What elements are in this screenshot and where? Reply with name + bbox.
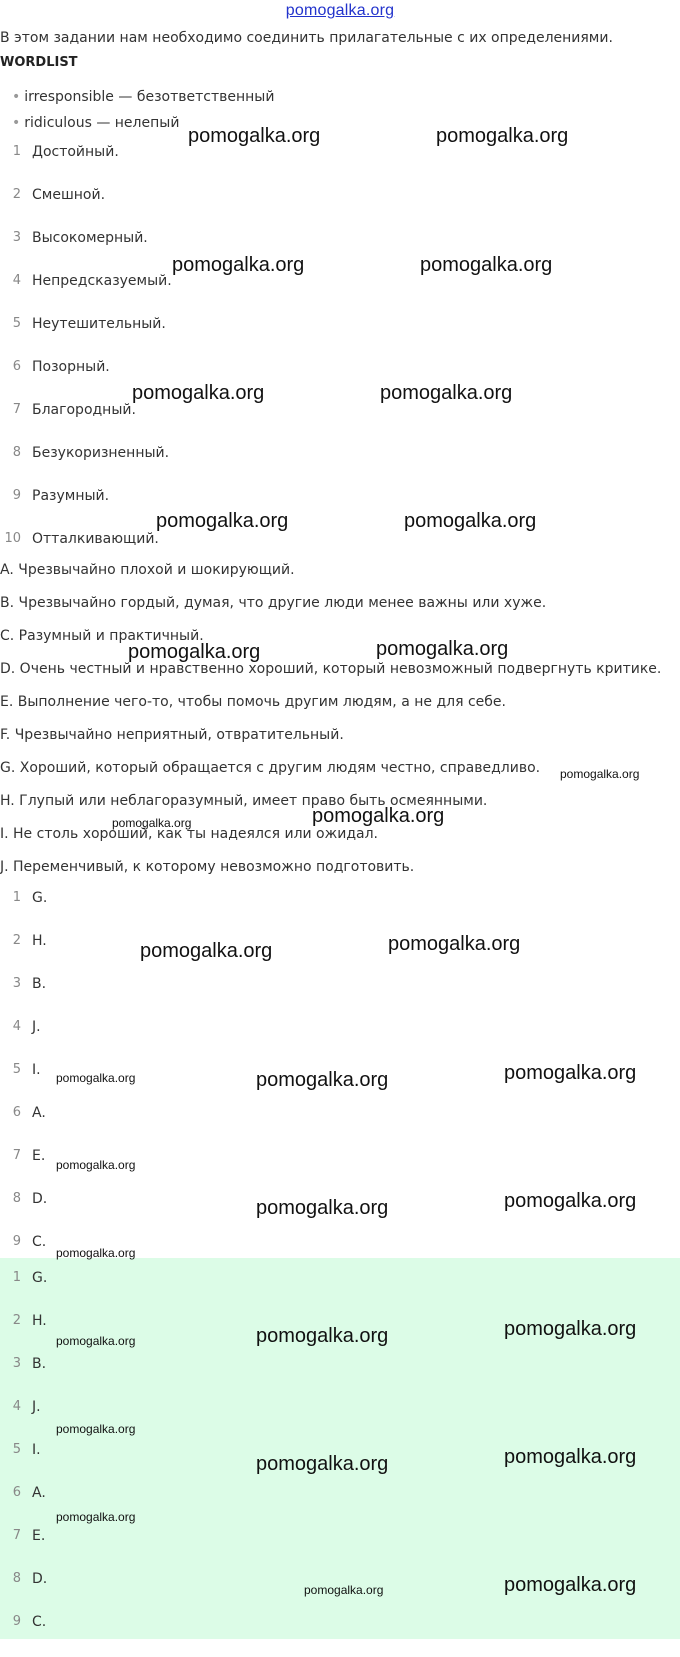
watermark: pomogalka.org: [256, 1069, 389, 1091]
definition-item: G. Хороший, который обращается с другим людям честно, справедливо.: [0, 760, 541, 776]
answer-item: 3 B.: [12, 1356, 47, 1372]
answer-item: 5 I.: [12, 1062, 41, 1078]
list-item: 2 Смешной.: [12, 187, 106, 203]
definition-item: H. Глупый или неблагоразумный, имеет право быть осмеянными.: [0, 793, 488, 809]
watermark: pomogalka.org: [376, 638, 509, 660]
definition-item: E. Выполнение чего-то, чтобы помочь другим людям, а не для себе.: [0, 694, 506, 710]
intro-text: В этом задании нам необходимо соединить прилагательные с их определениями.: [0, 30, 613, 46]
answer-item: 6 A.: [12, 1105, 46, 1121]
definition-item: F. Чрезвычайно неприятный, отвратительный.: [0, 727, 344, 743]
wordlist-item: • irresponsible — безответственный: [12, 89, 275, 105]
definition-item: I. Не столь хороший, как ты надеялся или ожидал.: [0, 826, 378, 842]
watermark: pomogalka.org: [380, 382, 513, 404]
watermark: pomogalka.org: [112, 816, 192, 830]
list-item: 3 Высокомерный.: [12, 230, 148, 246]
watermark: pomogalka.org: [256, 1325, 389, 1347]
answer-item: 2 H.: [12, 1313, 47, 1329]
watermark: pomogalka.org: [388, 933, 521, 955]
definition-item: J. Переменчивый, к которому невозможно подготовить.: [0, 859, 415, 875]
list-item: 7 Благородный.: [12, 402, 136, 418]
watermark: pomogalka.org: [504, 1190, 637, 1212]
watermark: pomogalka.org: [188, 125, 321, 147]
wordlist-item: • ridiculous — нелепый: [12, 115, 180, 131]
answer-item: 8 D.: [12, 1571, 48, 1587]
answer-item: 3 B.: [12, 976, 47, 992]
watermark: pomogalka.org: [420, 254, 553, 276]
watermark: pomogalka.org: [56, 1246, 136, 1260]
watermark: pomogalka.org: [256, 1197, 389, 1219]
bullet-dot-icon: •: [12, 115, 21, 131]
answer-item: 5 I.: [12, 1442, 41, 1458]
list-item: 8 Безукоризненный.: [12, 445, 170, 461]
watermark: pomogalka.org: [132, 382, 265, 404]
list-item: 4 Непредсказуемый.: [12, 273, 172, 289]
answer-item: 7 E.: [12, 1528, 46, 1544]
definition-item: D. Очень честный и нравственно хороший, который невозможный подвергнуть критике.: [0, 661, 662, 677]
watermark: pomogalka.org: [504, 1318, 637, 1340]
watermark: pomogalka.org: [312, 805, 445, 827]
watermark: pomogalka.org: [56, 1422, 136, 1436]
watermark: pomogalka.org: [128, 641, 261, 663]
watermark: pomogalka.org: [504, 1446, 637, 1468]
list-item: 6 Позорный.: [12, 359, 110, 375]
answer-item: 9 C.: [12, 1234, 47, 1250]
watermark: pomogalka.org: [56, 1071, 136, 1085]
definition-item: B. Чрезвычайно гордый, думая, что другие люди менее важны или хуже.: [0, 595, 547, 611]
watermark: pomogalka.org: [404, 510, 537, 532]
list-item: 9 Разумный.: [12, 488, 110, 504]
watermark: pomogalka.org: [56, 1510, 136, 1524]
list-item: 1 Достойный.: [12, 144, 119, 160]
answer-item: 6 A.: [12, 1485, 46, 1501]
watermark: pomogalka.org: [172, 254, 305, 276]
answer-item: 2 H.: [12, 933, 47, 949]
answer-item: 9 C.: [12, 1614, 47, 1630]
answer-item: 4 J.: [12, 1019, 41, 1035]
answer-item: 7 E.: [12, 1148, 46, 1164]
list-item: 10 Отталкивающий.: [4, 531, 159, 547]
watermark: pomogalka.org: [504, 1574, 637, 1596]
definition-item: C. Разумный и практичный.: [0, 628, 204, 644]
adjectives-list: [0, 144, 680, 561]
answer-item: 1 G.: [12, 1270, 48, 1286]
watermark: pomogalka.org: [304, 1583, 384, 1597]
bullet-dot-icon: •: [12, 89, 21, 105]
answer-item: 8 D.: [12, 1191, 48, 1207]
list-item: 5 Неутешительный.: [12, 316, 166, 332]
watermark: pomogalka.org: [504, 1062, 637, 1084]
watermark: pomogalka.org: [56, 1158, 136, 1172]
watermark: pomogalka.org: [560, 767, 640, 781]
definition-item: A. Чрезвычайно плохой и шокирующий.: [0, 562, 295, 578]
definitions-list: [0, 562, 680, 892]
wordlist-heading: WORDLIST: [0, 55, 78, 70]
answer-item: 1 G.: [12, 890, 48, 906]
watermark: pomogalka.org: [436, 125, 569, 147]
watermark: pomogalka.org: [140, 940, 273, 962]
site-title[interactable]: pomogalka.org: [285, 2, 395, 19]
answer-item: 4 J.: [12, 1399, 41, 1415]
watermark: pomogalka.org: [156, 510, 289, 532]
watermark: pomogalka.org: [56, 1334, 136, 1348]
watermark: pomogalka.org: [256, 1453, 389, 1475]
